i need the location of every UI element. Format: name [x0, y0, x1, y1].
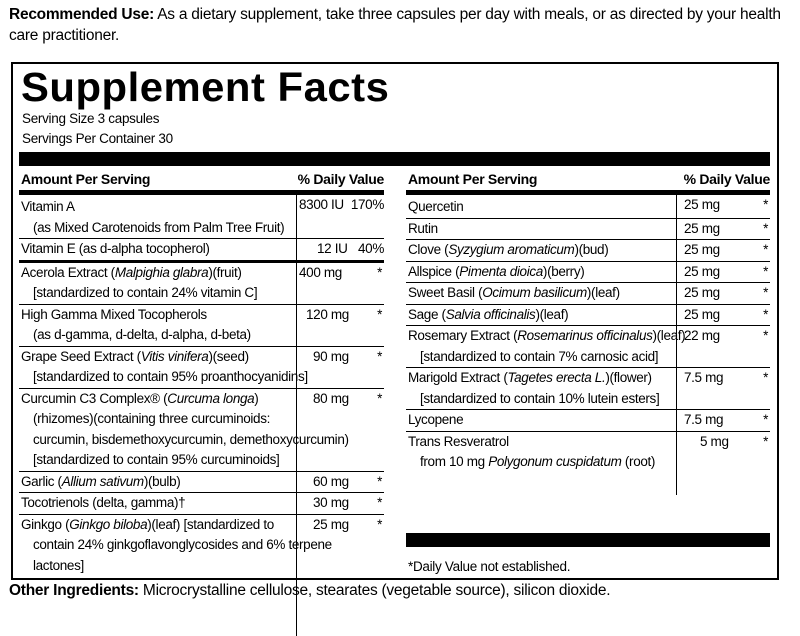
- nutrient-amount: 25 mg: [684, 263, 720, 279]
- nutrient-dv: *: [377, 516, 382, 532]
- name-text: )(bulb): [143, 473, 181, 489]
- latin-name: Rosemarinus officinalus: [517, 328, 653, 343]
- nutrient-amount: 7.5 mg: [684, 370, 724, 385]
- bottom-divider-bar: [406, 533, 770, 547]
- latin-name: Curcuma longa: [167, 390, 255, 406]
- other-ingredients: [9, 582, 610, 600]
- nutrient-amount: 25 mg: [684, 306, 720, 322]
- name-text: Marigold Extract (: [408, 370, 508, 385]
- name-text: )(flower): [605, 370, 652, 385]
- row-acerola: [19, 260, 384, 304]
- row-marigold: [406, 367, 770, 409]
- nutrient-sub: (as Mixed Carotenoids from Palm Tree Fruit): [33, 219, 285, 235]
- nutrient-dv: *: [377, 390, 382, 406]
- right-column: [406, 168, 770, 574]
- nutrient-dv: *: [377, 473, 382, 489]
- row-rosemary: [406, 325, 770, 367]
- latin-name: Polygonum cuspidatum: [488, 454, 622, 469]
- latin-name: Vitis vinifera: [140, 348, 209, 364]
- nutrient-amount: 8300 IU: [299, 197, 344, 212]
- nutrient-amount: 25 mg: [684, 220, 720, 236]
- name-text: Grape Seed Extract (: [21, 348, 141, 364]
- nutrient-amount: 90 mg: [313, 348, 349, 364]
- latin-name: Salvia officinalis: [445, 306, 536, 322]
- nutrient-amount: 30 mg: [313, 495, 349, 510]
- nutrient-dv: *: [763, 285, 768, 300]
- nutrient-dv: *: [377, 264, 382, 280]
- nutrient-name: Vitamin E (as d-alpha tocopherol): [21, 241, 210, 256]
- nutrient-name: Vitamin A: [21, 199, 75, 214]
- name-text: )(leaf): [652, 328, 686, 343]
- sub-text: from 10 mg: [420, 454, 489, 469]
- row-sweet-basil: [406, 282, 770, 304]
- name-text: Curcumin C3 Complex® (: [21, 390, 168, 406]
- left-header: [19, 168, 384, 195]
- row-resveratrol: [406, 431, 770, 473]
- name-text: )(berry): [542, 263, 585, 279]
- latin-name: Tagetes erecta L.: [507, 370, 606, 385]
- row-ginkgo: [19, 514, 384, 577]
- top-divider-bar: [19, 152, 770, 166]
- panel-title: Supplement Facts: [21, 64, 390, 110]
- sub-text: (root): [621, 454, 656, 469]
- daily-value-header: % Daily Value: [297, 171, 384, 187]
- nutrient-sub: [standardized to contain 95% proanthocyanidins]: [33, 369, 308, 384]
- name-text: Allspice (: [408, 263, 460, 279]
- nutrient-dv: 40%: [358, 241, 384, 256]
- row-clove: [406, 239, 770, 261]
- nutrient-amount: 7.5 mg: [684, 412, 724, 427]
- footnote: *Daily Value not established.: [408, 559, 571, 574]
- right-header: [406, 168, 770, 195]
- row-quercetin: [406, 195, 770, 218]
- latin-name: Ginkgo biloba: [69, 516, 148, 532]
- recommended-use-label: Recommended Use:: [9, 6, 155, 23]
- nutrient-name: Trans Resveratrol: [408, 433, 509, 449]
- latin-name: Ocimum basilicum: [482, 285, 587, 300]
- nutrient-amount: 5 mg: [700, 433, 729, 449]
- nutrient-amount: 120 mg: [306, 306, 349, 322]
- servings-per-container: Servings Per Container 30: [22, 131, 173, 146]
- row-garlic: [19, 471, 384, 493]
- amount-per-serving-header: Amount Per Serving: [408, 171, 538, 187]
- nutrient-name: Tocotrienols (delta, gamma)†: [21, 495, 186, 510]
- row-rutin: [406, 218, 770, 240]
- nutrient-amount: 25 mg: [313, 516, 349, 532]
- row-lycopene: [406, 409, 770, 431]
- name-text: Ginkgo (: [21, 516, 70, 532]
- nutrient-dv: *: [763, 242, 768, 257]
- nutrient-dv: *: [763, 197, 768, 212]
- nutrient-amount: 12 IU: [317, 241, 348, 256]
- nutrient-sub: [standardized to contain 10% lutein esters]: [420, 390, 660, 406]
- name-text: )(leaf): [586, 285, 620, 300]
- nutrient-sub: [standardized to contain 95% curcuminoids]: [33, 452, 280, 467]
- name-text: )(fruit): [208, 264, 242, 280]
- nutrient-sub: contain 24% ginkgoflavonglycosides and 6% terpene lactones]: [33, 537, 332, 573]
- latin-name: Syzygium aromaticum: [448, 242, 575, 257]
- nutrient-amount: 25 mg: [684, 242, 720, 257]
- supplement-facts-panel: [11, 62, 779, 580]
- row-curcumin: [19, 388, 384, 471]
- nutrient-name: High Gamma Mixed Tocopherols: [21, 306, 207, 322]
- row-vitamin-a: [19, 195, 384, 238]
- nutrient-sub: (rhizomes)(containing three curcuminoids:: [33, 411, 271, 426]
- row-tocopherols: [19, 304, 384, 346]
- nutrient-dv: *: [377, 348, 382, 364]
- nutrient-sub: curcumin, bisdemethoxycurcumin, demethoxycurcumin): [33, 431, 349, 447]
- nutrient-amount: 25 mg: [684, 197, 720, 212]
- nutrient-dv: *: [377, 495, 382, 510]
- row-sage: [406, 304, 770, 326]
- nutrient-dv: *: [763, 433, 768, 449]
- nutrient-amount: 400 mg: [299, 264, 342, 280]
- nutrient-sub: [standardized to contain 24% vitamin C]: [33, 285, 258, 300]
- nutrient-dv: *: [763, 306, 768, 322]
- name-text: Sage (: [408, 306, 446, 322]
- latin-name: Allium sativum: [61, 473, 144, 489]
- name-text: )(leaf) [standardized to: [147, 516, 274, 532]
- recommended-use-text: As a dietary supplement, take three capsules per day with meals, or as directed by your health care practitioner.: [9, 6, 781, 44]
- row-vitamin-e: [19, 238, 384, 260]
- recommended-use: [9, 4, 789, 46]
- row-tocotrienols: [19, 492, 384, 514]
- nutrient-sub: [standardized to contain 7% carnosic acid]: [420, 348, 659, 364]
- daily-value-header: % Daily Value: [683, 171, 770, 187]
- other-ingredients-label: Other Ingredients:: [9, 582, 139, 599]
- name-text: Acerola Extract (: [21, 264, 115, 280]
- nutrient-dv: 170%: [350, 197, 384, 212]
- nutrient-dv: *: [763, 370, 768, 385]
- name-text: Garlic (: [21, 473, 62, 489]
- nutrient-name: Lycopene: [408, 412, 464, 427]
- nutrient-dv: *: [763, 328, 768, 343]
- nutrient-name: Quercetin: [408, 199, 464, 214]
- row-allspice: [406, 261, 770, 283]
- left-column: [19, 168, 384, 576]
- latin-name: Malpighia glabra: [114, 264, 209, 280]
- name-text: Sweet Basil (: [408, 285, 483, 300]
- nutrient-dv: *: [763, 412, 768, 427]
- nutrient-dv: *: [377, 306, 382, 322]
- nutrient-amount: 25 mg: [684, 285, 720, 300]
- nutrient-amount: 22 mg: [684, 328, 720, 343]
- name-text: )(seed): [208, 348, 249, 364]
- nutrient-amount: 60 mg: [313, 473, 349, 489]
- serving-size: Serving Size 3 capsules: [22, 111, 160, 126]
- name-text: Rosemary Extract (: [408, 328, 518, 343]
- name-text: )(leaf): [535, 306, 569, 322]
- nutrient-dv: *: [763, 220, 768, 236]
- name-text: )(bud): [574, 242, 609, 257]
- latin-name: Pimenta dioica: [459, 263, 543, 279]
- name-text: ): [254, 390, 259, 406]
- row-grape-seed: [19, 346, 384, 388]
- amount-per-serving-header: Amount Per Serving: [21, 171, 151, 187]
- nutrient-name: Rutin: [408, 220, 438, 236]
- nutrient-sub: (as d-gamma, d-delta, d-alpha, d-beta): [33, 327, 251, 342]
- nutrient-dv: *: [763, 263, 768, 279]
- name-text: Clove (: [408, 242, 449, 257]
- nutrient-amount: 80 mg: [313, 390, 349, 406]
- other-ingredients-text: Microcrystalline cellulose, stearates (vegetable source), silicon dioxide.: [138, 582, 611, 599]
